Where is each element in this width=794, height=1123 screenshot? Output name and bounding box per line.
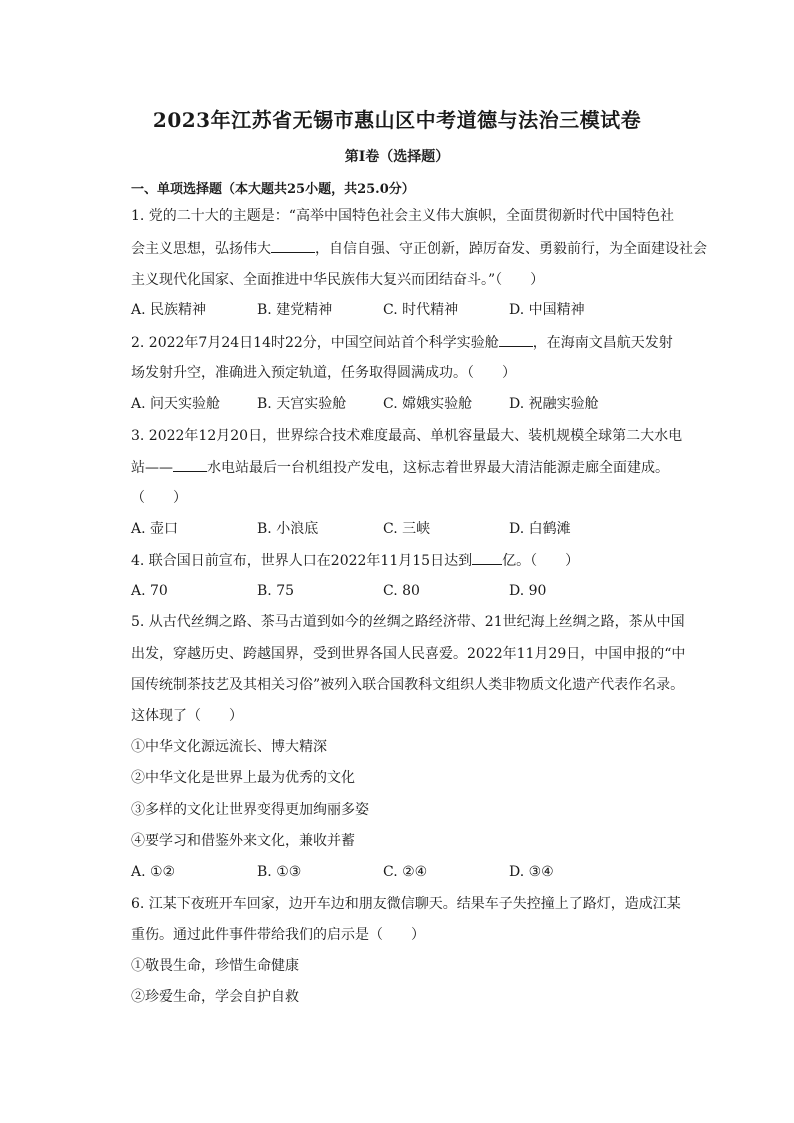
q3-text-a: 站—— — [131, 460, 173, 476]
q1-line-1: 1. 党的二十大的主题是：“高举中国特色社会主义伟大旗帜，全面贯彻新时代中国特色社 — [131, 208, 674, 224]
q1-option-a: A. 民族精神 — [131, 302, 207, 318]
answer-blank — [499, 332, 533, 347]
q1-text-b: ，自信自强、守正创新，踔厉奋发、勇毅前行，为全面建设社会 — [315, 241, 707, 257]
q5-statement-1: ①中华文化源远流长、博大精深 — [131, 739, 327, 755]
q1-option-c: C. 时代精神 — [383, 302, 459, 318]
answer-blank — [271, 238, 315, 253]
q1-option-d: D. 中国精神 — [509, 302, 585, 318]
q5-statement-4: ④要学习和借鉴外来文化，兼收并蓄 — [131, 833, 355, 849]
q5-option-c: C. ②④ — [383, 864, 428, 880]
q4-text-b: 亿。（ ） — [502, 553, 580, 569]
q4-line-1 — [131, 550, 579, 571]
q5-line-2: 出发，穿越历史、跨越国界，受到世界各国人民喜爱。2022年11月29日，中国申报的“中 — [131, 646, 686, 662]
q6-line-2: 重伤。通过此件事件带给我们的启示是（ ） — [131, 927, 425, 943]
q5-statement-3: ③多样的文化让世界变得更加绚丽多姿 — [131, 802, 369, 818]
q3-line-2 — [131, 457, 669, 478]
q2-options — [131, 394, 635, 414]
q6-statement-2: ②珍爱生命，学会自护自救 — [131, 989, 299, 1005]
q5-line-4: 这体现了（ ） — [131, 708, 243, 724]
q2-line-2: 场发射升空，准确进入预定轨道，任务取得圆满成功。（ ） — [131, 365, 516, 381]
q3-option-c: C. 三峡 — [383, 521, 431, 537]
q2-text-a: 2. 2022年7月24日14时22分，中国空间站首个科学实验舱 — [131, 335, 499, 351]
exam-title: 2023年江苏省无锡市惠山区中考道德与法治三模试卷 — [152, 108, 642, 132]
q5-line-3: 国传统制茶技艺及其相关习俗”被列入联合国教科文组织人类非物质文化遗产代表作名录。 — [131, 677, 685, 693]
q5-options — [131, 862, 635, 882]
q2-option-b: B. 天宫实验舱 — [257, 396, 347, 412]
q4-option-b: B. 75 — [257, 583, 295, 599]
q4-option-c: C. 80 — [383, 583, 420, 599]
q2-option-c: C. 嫦娥实验舱 — [383, 396, 473, 412]
q2-option-d: D. 祝融实验舱 — [509, 396, 599, 412]
q1-line-2 — [131, 238, 707, 259]
q1-options — [131, 300, 635, 320]
q5-option-b: B. ①③ — [257, 864, 302, 880]
q6-line-1: 6. 江某下夜班开车回家，边开车边和朋友微信聊天。结果车子失控撞上了路灯，造成江某 — [131, 896, 681, 912]
q4-options — [131, 581, 635, 601]
q5-statement-2: ②中华文化是世界上最为优秀的文化 — [131, 770, 355, 786]
answer-blank — [173, 457, 207, 472]
q3-line-1: 3. 2022年12月20日，世界综合技术难度最高、单机容量最大、装机规模全球第二大水电 — [131, 428, 683, 444]
q4-option-d: D. 90 — [509, 583, 547, 599]
q4-option-a: A. 70 — [131, 583, 168, 599]
q1-line-3: 主义现代化国家、全面推进中华民族伟大复兴而团结奋斗。”（ ） — [131, 272, 545, 288]
q2-line-1 — [131, 332, 673, 353]
q1-text-a: 会主义思想，弘扬伟大 — [131, 241, 271, 257]
q3-option-b: B. 小浪底 — [257, 521, 319, 537]
q3-text-b: 水电站最后一台机组投产发电，这标志着世界最大清洁能源走廊全面建成。 — [207, 460, 669, 476]
q6-statement-1: ①敬畏生命，珍惜生命健康 — [131, 958, 299, 974]
q5-line-1: 5. 从古代丝绸之路、茶马古道到如今的丝绸之路经济带、21世纪海上丝绸之路，茶从中国 — [131, 614, 685, 630]
q1-option-b: B. 建党精神 — [257, 302, 333, 318]
q3-options — [131, 519, 635, 539]
q5-option-d: D. ③④ — [509, 864, 554, 880]
q5-option-a: A. ①② — [131, 864, 176, 880]
q3-line-3: （ ） — [131, 490, 187, 506]
paper-part-heading: 第Ⅰ卷（选择题） — [344, 149, 450, 165]
answer-blank — [472, 550, 502, 565]
q3-option-a: A. 壶口 — [131, 521, 179, 537]
q2-option-a: A. 问天实验舱 — [131, 396, 221, 412]
q3-option-d: D. 白鹤滩 — [509, 521, 571, 537]
q2-text-b: ，在海南文昌航天发射 — [532, 335, 673, 351]
q4-text-a: 4. 联合国日前宣布，世界人口在2022年11月15日达到 — [131, 553, 473, 569]
section-heading: 一、单项选择题（本大题共25小题，共25.0分） — [131, 182, 415, 197]
